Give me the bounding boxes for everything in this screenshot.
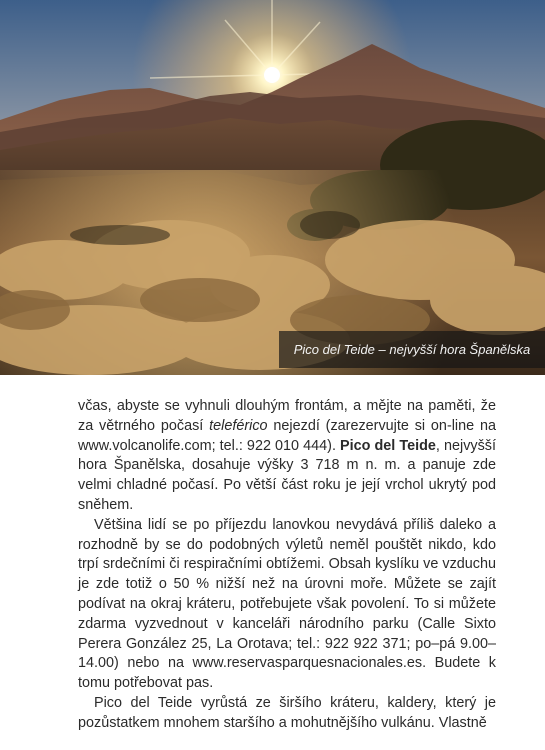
paragraph-1: včas, abyste se vyhnuli dlouhým frontám, a mějte na paměti, že za větrného počasí teleférico nejezdí (zarezervujte si on-line na www.volcanolife.com; tel.: 922 010 444). Pico del Teide, nejvyšší hora Španělska, dosahuje výšky 3 718 m n. m. a panuje zde velmi chladné počasí. Po větší část roku je její vrchol ukrytý pod sněhem. xyxy=(78,398,496,513)
photo-caption: Pico del Teide – nejvyšší hora Španělska xyxy=(279,331,545,368)
paragraph-3: Pico del Teide vyrůstá ze širšího kráteru, kaldery, který je pozůstatkem mnohem staršího a mohutnějšího vulkánu. Vlastně xyxy=(78,694,496,731)
article-body xyxy=(78,397,496,734)
paragraph-2: Většina lidí se po příjezdu lanovkou nevydává příliš daleko a rozhodně by se do podobných výletů neměl pouštět nikdo, kdo trpí srdečními či respiračními obtížemi. Obsah kyslíku ve vzduchu je zde totiž o 50 % nižší než na úrovni moře. Můžete se zajít podívat na okraj kráteru, potřebujete však povolení. To si můžete zdarma vyzvednout v kanceláři národního parku (Calle Sixto Perera González 25, La Orotava; tel.: 922 922 371; po–pá 9.00–14.00) nebo na www.reservasparquesnacionales.es. Budete k tomu potřebovat pas. xyxy=(78,516,496,692)
